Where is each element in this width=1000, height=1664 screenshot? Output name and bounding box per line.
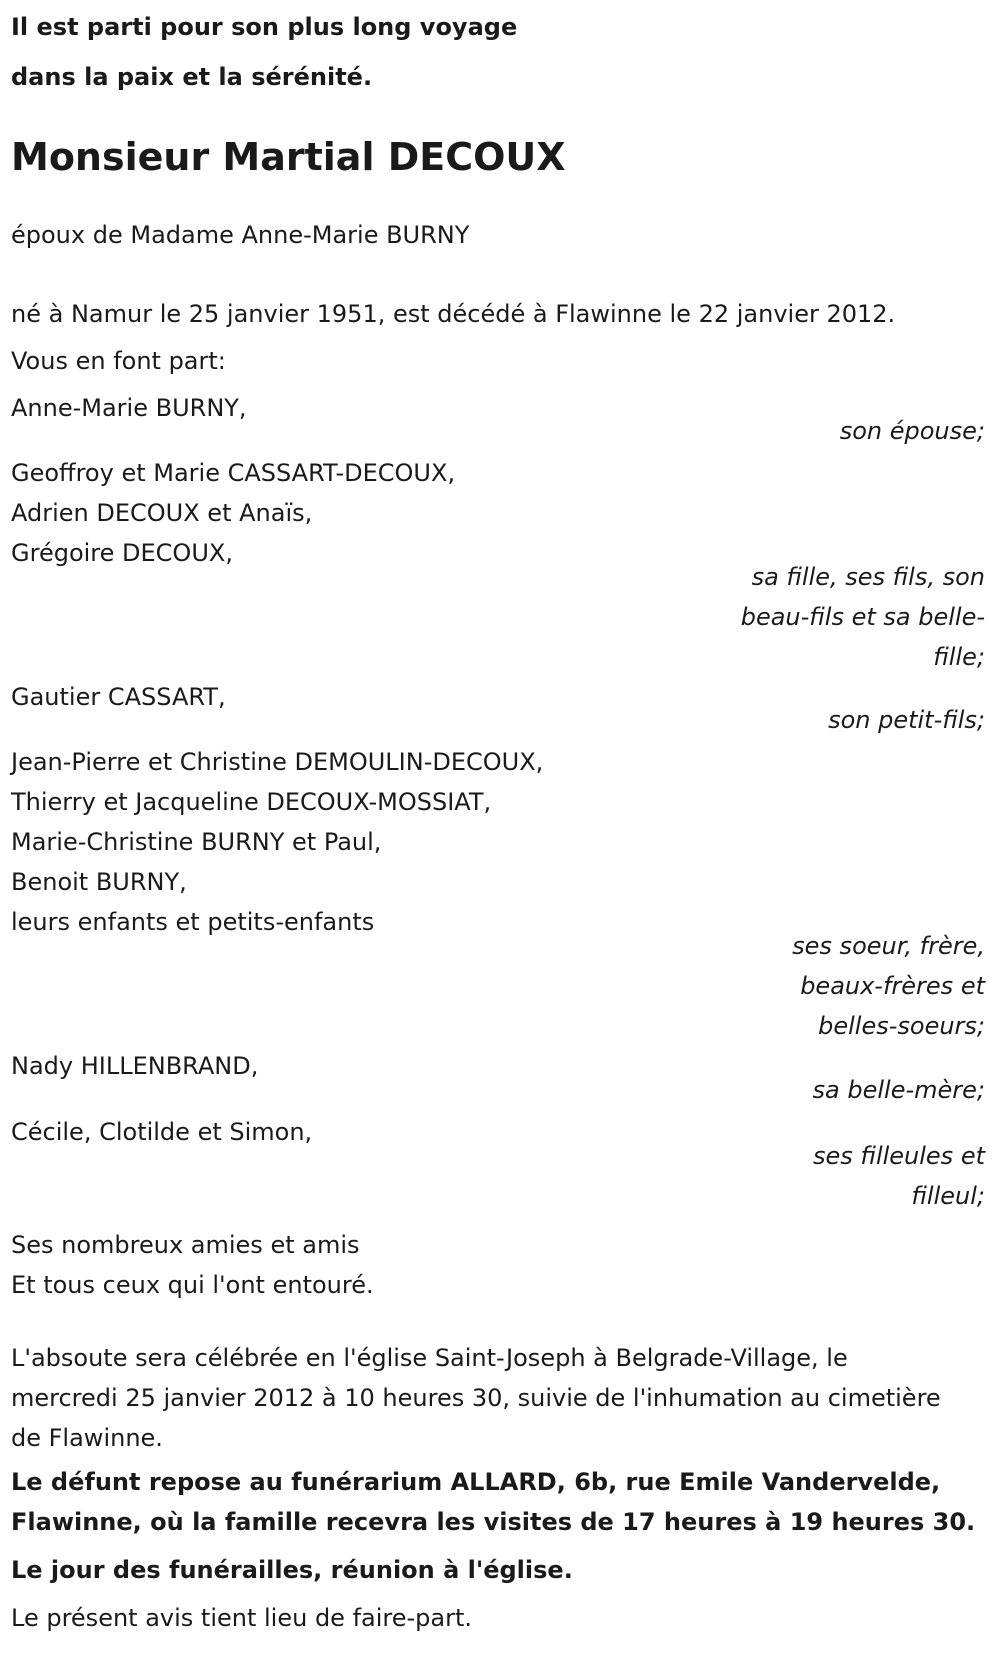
funeral-home-line: Le défunt repose au funérarium ALLARD, 6b, rue Emile Vandervelde,: [11, 1468, 941, 1496]
relation-line: sa belle-mère;: [812, 1076, 985, 1104]
service-details: L'absoute sera célébrée en l'église Saint-Joseph à Belgrade-Village, le mercredi 25 janvier 2012 à 10 heures 30, suivie de l'inhumation au cimetière de Flawinne.: [11, 1344, 941, 1452]
family-group: [11, 677, 985, 740]
relation-line: ses filleules et: [813, 1142, 985, 1170]
family-names: [11, 453, 985, 573]
relation-line: sa fille, ses fils, son: [751, 563, 985, 591]
family-name-line: Adrien DECOUX et Anaïs,: [11, 499, 313, 527]
friends-line: Et tous ceux qui l'ont entouré.: [11, 1271, 374, 1299]
family-relation: [725, 411, 985, 451]
intro-line: dans la paix et la sérénité.: [11, 63, 373, 91]
friends-line: Ses nombreux amies et amis: [11, 1231, 360, 1259]
announce-line: Vous en font part:: [11, 347, 226, 375]
family-group: [11, 388, 985, 451]
family-group: [11, 1112, 985, 1216]
family-group: [11, 742, 985, 1046]
family-name-line: Anne-Marie BURNY,: [11, 394, 247, 422]
relation-line: belles-soeurs;: [818, 1012, 985, 1040]
relation-line: ses soeur, frère,: [792, 932, 985, 960]
family-name-line: Cécile, Clotilde et Simon,: [11, 1118, 313, 1146]
birth-death-line: né à Namur le 25 janvier 1951, est décédé à Flawinne le 22 janvier 2012.: [11, 300, 896, 328]
relation-line: beaux-frères et: [800, 972, 985, 1000]
family-name-line: leurs enfants et petits-enfants: [11, 908, 375, 936]
family-relation: [725, 1136, 985, 1216]
family-name-line: Thierry et Jacqueline DECOUX-MOSSIAT,: [11, 788, 492, 816]
spouse-line: époux de Madame Anne-Marie BURNY: [11, 221, 470, 249]
intro-line: Il est parti pour son plus long voyage: [11, 13, 518, 41]
family-name-line: Grégoire DECOUX,: [11, 539, 233, 567]
deceased-name: Monsieur Martial DECOUX: [11, 135, 566, 179]
relation-line: beau-fils et sa belle-: [740, 603, 985, 631]
family-name-line: Marie-Christine BURNY et Paul,: [11, 828, 382, 856]
family-relation: [725, 700, 985, 740]
relation-line: fille;: [933, 643, 985, 671]
family-name-line: Jean-Pierre et Christine DEMOULIN-DECOUX,: [11, 748, 544, 776]
family-group: [11, 1046, 985, 1110]
relation-line: son petit-fils;: [828, 706, 985, 734]
family-name-line: Benoit BURNY,: [11, 868, 187, 896]
funeral-home-details: [11, 1462, 985, 1542]
intro-verse: [11, 2, 985, 102]
closing-line: Le présent avis tient lieu de faire-part.: [11, 1604, 473, 1632]
family-group: [11, 453, 985, 677]
friends-block: [11, 1225, 985, 1305]
family-name-line: Geoffroy et Marie CASSART-DECOUX,: [11, 459, 456, 487]
family-names: [11, 742, 985, 942]
family-relation: [725, 557, 985, 677]
family-relation: [725, 1070, 985, 1110]
family-name-line: Gautier CASSART,: [11, 683, 226, 711]
church-meeting-line: Le jour des funérailles, réunion à l'église.: [11, 1556, 573, 1584]
funeral-home-line: Flawinne, où la famille recevra les visites de 17 heures à 19 heures 30.: [11, 1508, 976, 1536]
relation-line: son épouse;: [839, 417, 985, 445]
family-relation: [725, 926, 985, 1046]
obituary-notice: [11, 0, 985, 1638]
relation-line: filleul;: [911, 1182, 985, 1210]
family-name-line: Nady HILLENBRAND,: [11, 1052, 259, 1080]
